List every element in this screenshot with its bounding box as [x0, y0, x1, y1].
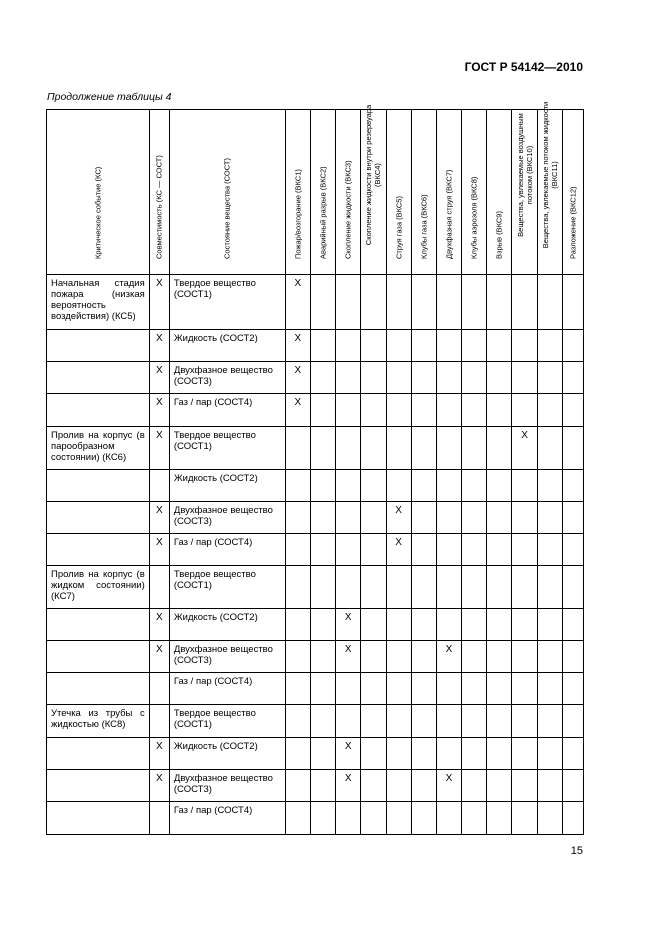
mark-cell [537, 769, 562, 801]
state-cell: Твердое вещество (СОСТ1) [169, 565, 285, 608]
mark-cell [361, 673, 386, 705]
table-row [47, 737, 584, 769]
event-cell: Начальная стадия пожара (низкая вероятность воздействия) (КС5) [47, 275, 150, 330]
compatibility-cell: X [149, 362, 169, 394]
mark-cell [537, 565, 562, 608]
mark-cell [562, 737, 583, 769]
mark-cell [537, 641, 562, 673]
mark-cell [462, 362, 487, 394]
column-header-label: Вещества, увлекаемые потоком жидкости (ВКС11) [540, 101, 559, 249]
mark-cell [487, 737, 512, 769]
table-row [47, 565, 584, 608]
column-header-label: Пожар/возгорание (ВКС1) [293, 169, 303, 259]
mark-cell [436, 394, 461, 426]
column-header [149, 110, 169, 275]
column-header-label: Скопление жидкости внутри резервуара (ВКС4) [364, 104, 383, 246]
mark-cell [512, 673, 537, 705]
mark-cell [361, 705, 386, 737]
state-cell: Жидкость (СОСТ2) [169, 609, 285, 641]
mark-cell [411, 533, 436, 565]
event-cell [47, 737, 150, 769]
column-header [169, 110, 285, 275]
column-header [336, 110, 361, 275]
mark-cell [537, 394, 562, 426]
event-cell [47, 641, 150, 673]
table-row [47, 609, 584, 641]
column-header-label: Клубы аэрозоля (ВКС8) [469, 176, 479, 259]
mark-cell [487, 362, 512, 394]
mark-cell [562, 469, 583, 501]
mark-cell [285, 501, 310, 533]
mark-cell [562, 426, 583, 469]
mark-cell [537, 801, 562, 834]
mark-cell [562, 769, 583, 801]
mark-cell [462, 801, 487, 834]
state-cell: Твердое вещество (СОСТ1) [169, 705, 285, 737]
table-row [47, 769, 584, 801]
mark-cell [361, 801, 386, 834]
mark-cell [386, 275, 411, 330]
compatibility-cell [149, 469, 169, 501]
mark-cell [512, 565, 537, 608]
mark-cell [310, 705, 335, 737]
state-cell: Газ / пар (СОСТ4) [169, 801, 285, 834]
mark-cell [361, 609, 386, 641]
mark-cell: X [285, 330, 310, 362]
mark-cell [512, 469, 537, 501]
mark-cell [562, 394, 583, 426]
mark-cell [411, 394, 436, 426]
mark-cell [487, 275, 512, 330]
event-cell [47, 330, 150, 362]
mark-cell [487, 501, 512, 533]
column-header [436, 110, 461, 275]
mark-cell: X [285, 394, 310, 426]
mark-cell [562, 330, 583, 362]
mark-cell [411, 565, 436, 608]
mark-cell [462, 641, 487, 673]
column-header [361, 104, 386, 275]
mark-cell [462, 705, 487, 737]
mark-cell [285, 801, 310, 834]
column-header-label: Совместимость (КС — СОСТ) [154, 155, 164, 259]
mark-cell [310, 533, 335, 565]
mark-cell [336, 426, 361, 469]
state-cell: Двухфазное вещество (СОСТ3) [169, 362, 285, 394]
table-row [47, 533, 584, 565]
mark-cell [436, 801, 461, 834]
mark-cell [336, 275, 361, 330]
mark-cell [336, 801, 361, 834]
mark-cell: X [386, 501, 411, 533]
mark-cell [386, 426, 411, 469]
event-cell [47, 362, 150, 394]
column-header [411, 110, 436, 275]
mark-cell [436, 533, 461, 565]
mark-cell [562, 501, 583, 533]
mark-cell [411, 609, 436, 641]
mark-cell [537, 275, 562, 330]
table-row [47, 705, 584, 737]
column-header-label: Двухфазная струя (ВКС7) [444, 169, 454, 259]
mark-cell: X [336, 737, 361, 769]
column-header [462, 110, 487, 275]
mark-cell [386, 737, 411, 769]
compatibility-cell [149, 705, 169, 737]
column-header [562, 110, 583, 275]
mark-cell [336, 362, 361, 394]
event-cell [47, 533, 150, 565]
mark-cell [462, 501, 487, 533]
column-header-label: Клубы газа (ВКС6) [419, 194, 429, 259]
mark-cell [310, 275, 335, 330]
event-cell [47, 501, 150, 533]
mark-cell [336, 330, 361, 362]
event-cell [47, 673, 150, 705]
mark-cell [462, 275, 487, 330]
mark-cell [285, 533, 310, 565]
page-number: 15 [570, 845, 583, 857]
mark-cell [562, 705, 583, 737]
mark-cell [436, 609, 461, 641]
mark-cell [386, 641, 411, 673]
mark-cell [411, 469, 436, 501]
mark-cell [310, 565, 335, 608]
mark-cell [386, 769, 411, 801]
event-cell [47, 469, 150, 501]
mark-cell [462, 426, 487, 469]
mark-cell [285, 565, 310, 608]
mark-cell [436, 275, 461, 330]
column-header-label: Взрыв (ВКС9) [494, 211, 504, 259]
mark-cell [537, 469, 562, 501]
event-cell: Утечка из трубы с жидкостью (КС8) [47, 705, 150, 737]
state-cell: Твердое вещество (СОСТ1) [169, 275, 285, 330]
mark-cell [512, 362, 537, 394]
compatibility-cell: X [149, 737, 169, 769]
mark-cell [361, 533, 386, 565]
mark-cell: X [285, 275, 310, 330]
mark-cell [512, 705, 537, 737]
mark-cell [436, 501, 461, 533]
table-row [47, 362, 584, 394]
mark-cell [285, 673, 310, 705]
mark-cell [537, 501, 562, 533]
mark-cell [562, 362, 583, 394]
mark-cell [436, 469, 461, 501]
mark-cell: X [336, 769, 361, 801]
mark-cell [386, 673, 411, 705]
mark-cell [285, 609, 310, 641]
mark-cell [537, 705, 562, 737]
mark-cell [285, 426, 310, 469]
mark-cell [487, 565, 512, 608]
mark-cell [462, 565, 487, 608]
mark-cell [411, 275, 436, 330]
mark-cell [411, 737, 436, 769]
state-cell: Жидкость (СОСТ2) [169, 330, 285, 362]
mark-cell [361, 330, 386, 362]
mark-cell [462, 330, 487, 362]
compatibility-cell: X [149, 769, 169, 801]
event-cell [47, 394, 150, 426]
mark-cell [310, 673, 335, 705]
mark-cell: X [386, 533, 411, 565]
state-cell: Двухфазное вещество (СОСТ3) [169, 769, 285, 801]
event-cell [47, 801, 150, 834]
state-cell: Двухфазное вещество (СОСТ3) [169, 641, 285, 673]
compatibility-cell: X [149, 609, 169, 641]
table-row [47, 426, 584, 469]
mark-cell: X [436, 641, 461, 673]
mark-cell [487, 641, 512, 673]
mark-cell [386, 565, 411, 608]
compatibility-cell: X [149, 394, 169, 426]
compatibility-cell [149, 565, 169, 608]
mark-cell [462, 533, 487, 565]
mark-cell [462, 394, 487, 426]
state-cell: Твердое вещество (СОСТ1) [169, 426, 285, 469]
mark-cell [336, 673, 361, 705]
mark-cell [462, 769, 487, 801]
mark-cell [562, 565, 583, 608]
mark-cell [537, 737, 562, 769]
mark-cell [285, 737, 310, 769]
column-header [537, 101, 562, 275]
table-row [47, 801, 584, 834]
mark-cell [411, 501, 436, 533]
mark-cell [487, 330, 512, 362]
column-header-label: Разложение (ВКС12) [568, 186, 578, 259]
mark-cell [386, 362, 411, 394]
column-header [47, 110, 150, 275]
mark-cell [487, 469, 512, 501]
mark-cell [462, 673, 487, 705]
mark-cell [512, 609, 537, 641]
state-cell: Жидкость (СОСТ2) [169, 469, 285, 501]
event-cell [47, 609, 150, 641]
mark-cell [285, 705, 310, 737]
mark-cell: X [336, 641, 361, 673]
mark-cell [562, 533, 583, 565]
mark-cell [361, 641, 386, 673]
event-cell [47, 769, 150, 801]
table-row [47, 673, 584, 705]
mark-cell [512, 801, 537, 834]
mark-cell [512, 330, 537, 362]
mark-cell [487, 769, 512, 801]
column-header [285, 110, 310, 275]
mark-cell [537, 533, 562, 565]
mark-cell [512, 394, 537, 426]
mark-cell [487, 609, 512, 641]
compatibility-cell: X [149, 330, 169, 362]
data-table [46, 101, 584, 835]
table-row [47, 394, 584, 426]
mark-cell [487, 426, 512, 469]
mark-cell [411, 673, 436, 705]
mark-cell [361, 394, 386, 426]
state-cell: Жидкость (СОСТ2) [169, 737, 285, 769]
mark-cell [436, 565, 461, 608]
compatibility-cell: X [149, 426, 169, 469]
mark-cell [386, 609, 411, 641]
compatibility-cell: X [149, 641, 169, 673]
mark-cell [336, 565, 361, 608]
mark-cell [361, 426, 386, 469]
compatibility-cell: X [149, 533, 169, 565]
mark-cell [411, 641, 436, 673]
mark-cell [562, 275, 583, 330]
mark-cell [386, 330, 411, 362]
compatibility-cell [149, 801, 169, 834]
mark-cell [462, 737, 487, 769]
mark-cell [487, 394, 512, 426]
mark-cell [310, 330, 335, 362]
mark-cell [336, 469, 361, 501]
mark-cell [512, 737, 537, 769]
mark-cell [310, 737, 335, 769]
table-row [47, 330, 584, 362]
mark-cell [361, 501, 386, 533]
mark-cell [310, 501, 335, 533]
mark-cell [361, 565, 386, 608]
mark-cell: X [512, 426, 537, 469]
compatibility-cell: X [149, 275, 169, 330]
state-cell: Газ / пар (СОСТ4) [169, 673, 285, 705]
state-cell: Двухфазное вещество (СОСТ3) [169, 501, 285, 533]
mark-cell [336, 501, 361, 533]
mark-cell [462, 609, 487, 641]
state-cell: Газ / пар (СОСТ4) [169, 533, 285, 565]
mark-cell [436, 673, 461, 705]
event-cell: Пролив на корпус (в парообразном состоянии) (КС6) [47, 426, 150, 469]
mark-cell [436, 362, 461, 394]
column-header-label: Критическое событие (КС) [93, 166, 103, 259]
mark-cell [386, 469, 411, 501]
standard-number: ГОСТ Р 54142—2010 [464, 60, 583, 74]
mark-cell [537, 426, 562, 469]
table-row [47, 275, 584, 330]
mark-cell [386, 705, 411, 737]
mark-cell [285, 469, 310, 501]
mark-cell [310, 362, 335, 394]
state-cell: Газ / пар (СОСТ4) [169, 394, 285, 426]
mark-cell [336, 394, 361, 426]
column-header-label: Состояние вещества (СОСТ) [222, 157, 232, 259]
table-row [47, 469, 584, 501]
mark-cell: X [436, 769, 461, 801]
column-header-label: Вещества, увлекаемые воздушным потоком (ВКС10) [515, 113, 534, 237]
mark-cell [336, 533, 361, 565]
mark-cell [285, 641, 310, 673]
mark-cell [361, 469, 386, 501]
column-header-label: Струя газа (ВКС5) [394, 196, 404, 259]
mark-cell [487, 705, 512, 737]
mark-cell [361, 769, 386, 801]
mark-cell [310, 801, 335, 834]
mark-cell [436, 426, 461, 469]
mark-cell [310, 769, 335, 801]
mark-cell [512, 533, 537, 565]
mark-cell [310, 394, 335, 426]
column-header [487, 110, 512, 275]
mark-cell [562, 641, 583, 673]
header-row [47, 110, 584, 275]
mark-cell: X [336, 609, 361, 641]
column-header [512, 110, 537, 275]
mark-cell [487, 533, 512, 565]
mark-cell [512, 275, 537, 330]
mark-cell [285, 769, 310, 801]
mark-cell [562, 609, 583, 641]
mark-cell [386, 801, 411, 834]
table-row [47, 641, 584, 673]
mark-cell [310, 469, 335, 501]
table-caption: Продолжение таблицы 4 [47, 91, 172, 103]
mark-cell [436, 737, 461, 769]
mark-cell [537, 330, 562, 362]
compatibility-cell [149, 673, 169, 705]
mark-cell [411, 362, 436, 394]
mark-cell [361, 737, 386, 769]
mark-cell [386, 394, 411, 426]
mark-cell [361, 362, 386, 394]
mark-cell [336, 705, 361, 737]
table-row [47, 501, 584, 533]
mark-cell [310, 609, 335, 641]
mark-cell [487, 673, 512, 705]
mark-cell [512, 501, 537, 533]
mark-cell [361, 275, 386, 330]
mark-cell [537, 673, 562, 705]
mark-cell [537, 362, 562, 394]
mark-cell: X [285, 362, 310, 394]
mark-cell [512, 769, 537, 801]
event-cell: Пролив на корпус (в жидком состоянии) (КС7) [47, 565, 150, 608]
column-header [386, 110, 411, 275]
mark-cell [310, 426, 335, 469]
mark-cell [411, 801, 436, 834]
column-header-label: Скопление жидкости (ВКС3) [343, 160, 353, 259]
column-header [310, 110, 335, 275]
column-header-label: Аварийный разрыв (ВКС2) [318, 166, 328, 259]
mark-cell [487, 801, 512, 834]
mark-cell [562, 673, 583, 705]
mark-cell [436, 330, 461, 362]
mark-cell [411, 705, 436, 737]
mark-cell [411, 330, 436, 362]
mark-cell [562, 801, 583, 834]
mark-cell [411, 769, 436, 801]
mark-cell [537, 609, 562, 641]
mark-cell [462, 469, 487, 501]
mark-cell [310, 641, 335, 673]
mark-cell [411, 426, 436, 469]
mark-cell [512, 641, 537, 673]
compatibility-cell: X [149, 501, 169, 533]
mark-cell [436, 705, 461, 737]
